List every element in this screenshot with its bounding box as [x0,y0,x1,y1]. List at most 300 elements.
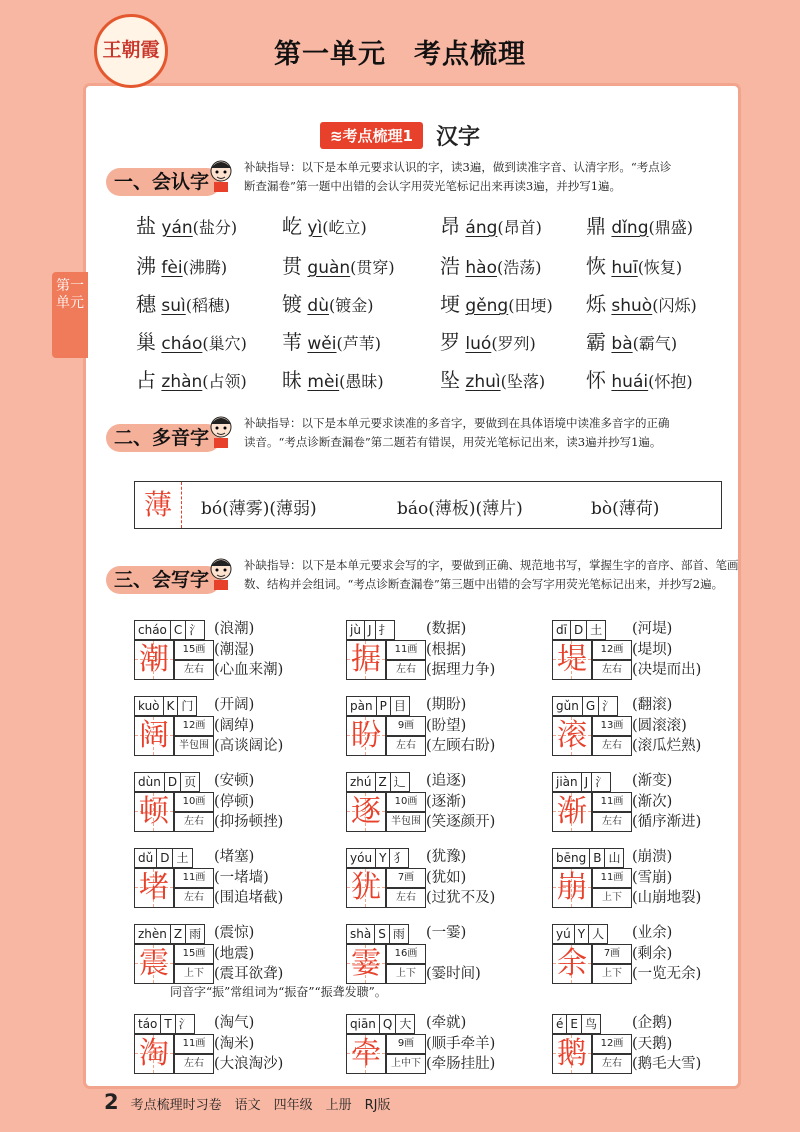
pinyin: gěng [465,296,509,316]
stroke-count: 12画 [174,716,214,736]
word: (顺手牵羊) [426,1035,496,1052]
pinyin-box [552,620,606,640]
pinyin: bà [611,334,633,354]
word: (霸气) [632,334,678,353]
word: (据理力争) [426,662,496,678]
word: (鹅毛大雪) [632,1056,702,1072]
initial-letter: D [165,773,181,791]
char: 鼎 [586,214,606,238]
char: 苇 [282,330,302,354]
pinyin: pàn [347,697,377,715]
stroke-count: 10画 [174,792,214,812]
hint-line: 补缺指导：以下是本单元要求认识的字，读3遍，做到读准字音、认清字形。“考点诊 [244,160,672,174]
char: 震 [139,946,169,981]
initial-letter: B [590,849,605,867]
structure: 左右 [592,660,632,680]
char-grid [346,716,386,756]
recognize-char-item [586,288,697,317]
initial-letter: Z [171,925,186,943]
header [0,0,800,86]
pinyin: kuò [135,697,164,715]
structure: 左右 [592,812,632,832]
char: 犹 [351,870,381,905]
pinyin-box [552,848,624,868]
char-grid [346,1034,386,1074]
word: (地震) [214,945,255,962]
char-grid [346,640,386,680]
char: 盼 [351,718,381,753]
word: (屹立) [322,218,367,237]
stroke-count: 7画 [386,868,426,888]
stroke-count: 15画 [174,944,214,964]
char: 潮 [139,642,169,677]
radical: 辶 [393,775,406,789]
structure: 上下 [592,964,632,984]
structure: 左右 [386,660,426,680]
logo-text: 王朝霞 [102,39,160,61]
pinyin: zhú [347,773,376,791]
word-list [214,923,283,985]
recognize-char-item [440,210,542,239]
pinyin-box [346,772,410,792]
pinyin: mèi [307,372,340,392]
word: (占领) [202,372,247,391]
stroke-count: 12画 [592,1034,632,1054]
structure: 左右 [174,660,214,680]
structure: 左右 [592,736,632,756]
char: 牵 [351,1036,381,1071]
writing-char-card [552,620,742,680]
word: (心血来潮) [214,662,284,678]
word: (崩溃) [632,849,673,865]
pinyin: yú [553,925,575,943]
writing-char-card [552,696,742,756]
initial-letter: E [567,1015,582,1033]
recognize-char-item [282,250,395,279]
pinyin: zhuì [465,372,501,392]
hint-line: 补缺指导：以下是本单元要求读准的多音字，要做到在具体语境中读准多音字的正确 [244,416,670,430]
word: (愚昧) [339,372,384,391]
initial-letter: G [583,697,599,715]
stroke-count: 13画 [592,716,632,736]
word-list [426,847,495,909]
pinyin: fèi [161,258,183,278]
word: (浩荡) [497,258,542,277]
pinyin: shuò [611,296,653,316]
word-list [632,771,701,833]
word: (镀金) [328,296,374,315]
writing-char-card [346,1014,536,1074]
initial-letter: K [164,697,179,715]
char: 镀 [282,292,302,316]
pinyin: yán [161,218,193,238]
recognize-char-item [282,326,381,355]
word: (渐变) [632,773,673,789]
char: 崩 [557,870,587,905]
char: 昧 [282,368,302,392]
word: (堵塞) [214,849,255,865]
char: 贯 [282,254,302,278]
section-label-2: 二、多音字 [106,424,221,452]
stroke-count: 10画 [386,792,426,812]
structure: 上中下 [386,1054,426,1074]
radical: 大 [399,1017,412,1031]
radical: 氵 [602,699,615,713]
hint-text [244,414,670,452]
stroke-count: 11画 [386,640,426,660]
word: (业余) [632,925,673,941]
char-grid [552,1034,592,1074]
word: (圆滚滚) [632,717,687,734]
word: (堤坝) [632,641,673,658]
char-grid [134,640,174,680]
initial-letter: D [157,849,173,867]
char: 怀 [586,368,606,392]
hint-line: 数、结构并会组词。“考点诊断查漏卷”第三题中出错的会写字用荧光笔标记出来，并抄写2遍。 [244,577,724,591]
pinyin: zhàn [161,372,203,392]
pinyin-box [134,696,197,716]
pinyin: dī [553,621,571,639]
char: 据 [351,642,381,677]
structure: 上下 [386,964,426,984]
writing-char-card [346,696,536,756]
writing-char-card [346,772,536,832]
char-grid [134,1034,174,1074]
writing-char-card [552,772,742,832]
word: (盼望) [426,717,467,734]
hint-line: 断查漏卷”第一题中出错的会认字用荧光笔标记出来再读3遍，并抄写1遍。 [244,179,622,193]
word: (阔绰) [214,717,255,734]
radical: 氵 [178,1017,191,1031]
word-list [426,1013,495,1075]
char: 沸 [136,254,156,278]
word: (罗列) [491,334,536,353]
hint-text [244,158,671,196]
word-list [632,619,701,681]
char: 滚 [557,718,587,753]
radical: 雨 [392,927,405,941]
initial-letter: Q [380,1015,396,1033]
word: (田埂) [508,296,553,315]
char-grid [134,868,174,908]
pinyin-box [552,1014,601,1034]
initial-letter: Y [376,849,390,867]
recognize-char-item [136,326,247,355]
recognize-char-item [440,364,545,393]
writing-char-card [346,924,536,984]
writing-char-card [134,1014,324,1074]
recognize-char-item [282,210,367,239]
word: (山崩地裂) [632,890,702,906]
recognize-char-item [440,288,553,317]
word: (浪潮) [214,621,255,637]
initial-letter: J [582,773,593,791]
word: (河堤) [632,621,673,637]
word-list [214,847,283,909]
word: (决堤而出) [632,662,702,678]
subtitle [0,120,800,151]
pinyin-box [346,1014,415,1034]
word: (沸腾) [182,258,228,277]
char-grid [134,716,174,756]
char: 逐 [351,794,381,829]
pinyin: dǐng [611,218,649,238]
word: (开阔) [214,697,255,713]
pinyin-box [346,848,409,868]
homophone-note: 同音字“振”常组词为“振奋”“振聋发聩”。 [170,985,387,999]
radical: 门 [181,699,194,713]
recognize-char-item [440,250,542,279]
char: 坠 [440,368,460,392]
pinyin: táo [135,1015,161,1033]
pinyin: huái [611,372,649,392]
word: (大浪淘沙) [214,1056,284,1072]
char: 堵 [139,870,169,905]
word: (期盼) [426,697,467,713]
word: (安顿) [214,773,255,789]
recognize-char-item [136,210,237,239]
char: 恢 [586,254,606,278]
word: (一览无余) [632,966,702,982]
initial-letter: S [375,925,390,943]
pinyin-box [552,772,611,792]
initial-letter: C [171,621,186,639]
recognize-char-item [586,364,693,393]
radical: 土 [176,851,189,865]
char: 屹 [282,214,302,238]
page-title: 第一单元 考点梳理 [274,39,526,70]
stroke-count: 11画 [592,868,632,888]
radical: 页 [184,775,197,789]
pinyin: huī [611,258,638,278]
char: 霸 [586,330,606,354]
word: (巢穴) [202,334,247,353]
word-list [426,923,481,985]
word: (牵肠挂肚) [426,1056,496,1072]
word: (数据) [426,621,467,637]
word: (高谈阔论) [214,738,284,754]
structure: 半包围 [174,736,214,756]
initial-letter: P [377,697,391,715]
char: 顿 [139,794,169,829]
char-grid [346,868,386,908]
word: (震惊) [214,925,255,941]
word: (芦苇) [336,334,381,353]
structure: 左右 [174,888,214,908]
word: (过犹不及) [426,890,496,906]
word: (追逐) [426,773,467,789]
char-grid [552,640,592,680]
pinyin: zhèn [135,925,171,943]
radical: 氵 [189,623,202,637]
pinyin: qiān [347,1015,380,1033]
structure: 上下 [592,888,632,908]
pinyin: dù [307,296,329,316]
pinyin-box [134,620,205,640]
char: 鹅 [557,1036,587,1071]
char: 穗 [136,292,156,316]
cartoon-boy-icon [206,158,236,194]
pinyin: é [553,1015,567,1033]
radical: 氵 [595,775,608,789]
word: (霎时间) [426,966,481,982]
polyphone-reading: báo(薄板)(薄片) [397,499,523,519]
stroke-count: 11画 [174,868,214,888]
word-list [214,1013,283,1075]
word: (怀抱) [648,372,693,391]
stroke-count: 12画 [592,640,632,660]
word-list [426,695,495,757]
word: (渐次) [632,793,673,810]
polyphone-box [134,481,722,529]
word-list [632,695,701,757]
polyphone-reading: bò(薄荷) [591,499,660,519]
char: 罗 [440,330,460,354]
stroke-count: 9画 [386,716,426,736]
page-number: 2 [104,1090,119,1114]
structure: 左右 [174,812,214,832]
pinyin: jù [347,621,365,639]
word: (震耳欲聋) [214,966,284,982]
radical: 目 [393,699,406,713]
structure: 左右 [174,1054,214,1074]
word: (淘米) [214,1035,255,1052]
recognize-char-item [136,288,230,317]
structure: 左右 [592,1054,632,1074]
pinyin-box [346,696,410,716]
pinyin: yóu [347,849,376,867]
word: (一堵墙) [214,869,269,886]
word: (滚瓜烂熟) [632,738,702,754]
pinyin: suì [161,296,186,316]
word: (左顾右盼) [426,738,496,754]
char: 堤 [557,642,587,677]
pinyin-box [346,620,395,640]
recognize-char-item [136,364,247,393]
radical: 雨 [189,927,202,941]
char: 占 [136,368,156,392]
pinyin: cháo [161,334,203,354]
word: (闪烁) [652,296,697,315]
char-grid [346,792,386,832]
word: (剩余) [632,945,673,962]
section-label-3: 三、会写字 [106,566,221,594]
pinyin: guàn [307,258,351,278]
writing-char-card [552,1014,742,1074]
word-list [214,619,283,681]
pinyin: gǔn [553,697,583,715]
char: 巢 [136,330,156,354]
word-list [632,847,701,909]
word: (根据) [426,641,467,658]
word: (一霎) [426,925,467,941]
word: (恢复) [637,258,683,277]
word: (犹豫) [426,849,467,865]
pinyin: cháo [135,621,171,639]
word: (昂首) [497,218,542,237]
pinyin-box [134,772,200,792]
structure: 半包围 [386,812,426,832]
pinyin-box [134,848,193,868]
pinyin: shà [347,925,375,943]
topic-badge: ≋考点梳理1 [320,122,423,149]
word-list [214,695,283,757]
recognize-char-item [586,210,693,239]
char-grid [134,792,174,832]
char-grid [346,944,386,984]
char: 阔 [139,718,169,753]
initial-letter: J [365,621,376,639]
word [426,944,481,965]
word: (鼎盛) [648,218,693,237]
char: 渐 [557,794,587,829]
structure: 左右 [386,736,426,756]
word: (循序渐进) [632,814,702,830]
cartoon-boy-icon [206,556,236,592]
structure: 上下 [174,964,214,984]
char-grid [552,716,592,756]
word-list [632,923,701,985]
stroke-count: 15画 [174,640,214,660]
recognize-char-item [440,326,536,355]
initial-letter: Z [376,773,391,791]
radical: 土 [590,623,603,637]
word: (牵就) [426,1015,467,1031]
char: 淘 [139,1036,169,1071]
char-grid [552,792,592,832]
word: (天鹅) [632,1035,673,1052]
stroke-count: 16画 [386,944,426,964]
radical: 扌 [378,623,391,637]
recognize-char-item [586,326,677,355]
word: (犹如) [426,869,467,886]
word: (逐渐) [426,793,467,810]
char-grid [134,944,174,984]
pinyin-box [346,924,409,944]
unit-side-tab[interactable]: 第一单元 [52,272,88,358]
word: (笑逐颜开) [426,814,496,830]
recognize-char-item [282,364,384,393]
writing-char-card [134,848,324,908]
stroke-count: 9画 [386,1034,426,1054]
word: (翻滚) [632,697,673,713]
writing-char-card [134,772,324,832]
initial-letter: D [571,621,587,639]
char: 浩 [440,254,460,278]
footer-text: 考点梳理时习卷 语文 四年级 上册 RJ版 [130,1098,391,1113]
word: (抑扬顿挫) [214,814,284,830]
writing-char-card [552,848,742,908]
char: 埂 [440,292,460,316]
word: (围追堵截) [214,890,284,906]
writing-char-card [134,924,324,984]
polyphone-reading: bó(薄雾)(薄弱) [201,499,317,519]
char: 昂 [440,214,460,238]
radical: 鸟 [584,1017,597,1031]
word-list [214,771,283,833]
char: 盐 [136,214,156,238]
word: (坠落) [500,372,546,391]
radical: 犭 [393,851,406,865]
char-grid [552,868,592,908]
pinyin: dǔ [135,849,157,867]
pinyin: yì [307,218,323,238]
word: (停顿) [214,793,255,810]
char: 烁 [586,292,606,316]
cartoon-boy-icon [206,414,236,450]
pinyin: luó [465,334,492,354]
char: 余 [557,946,587,981]
